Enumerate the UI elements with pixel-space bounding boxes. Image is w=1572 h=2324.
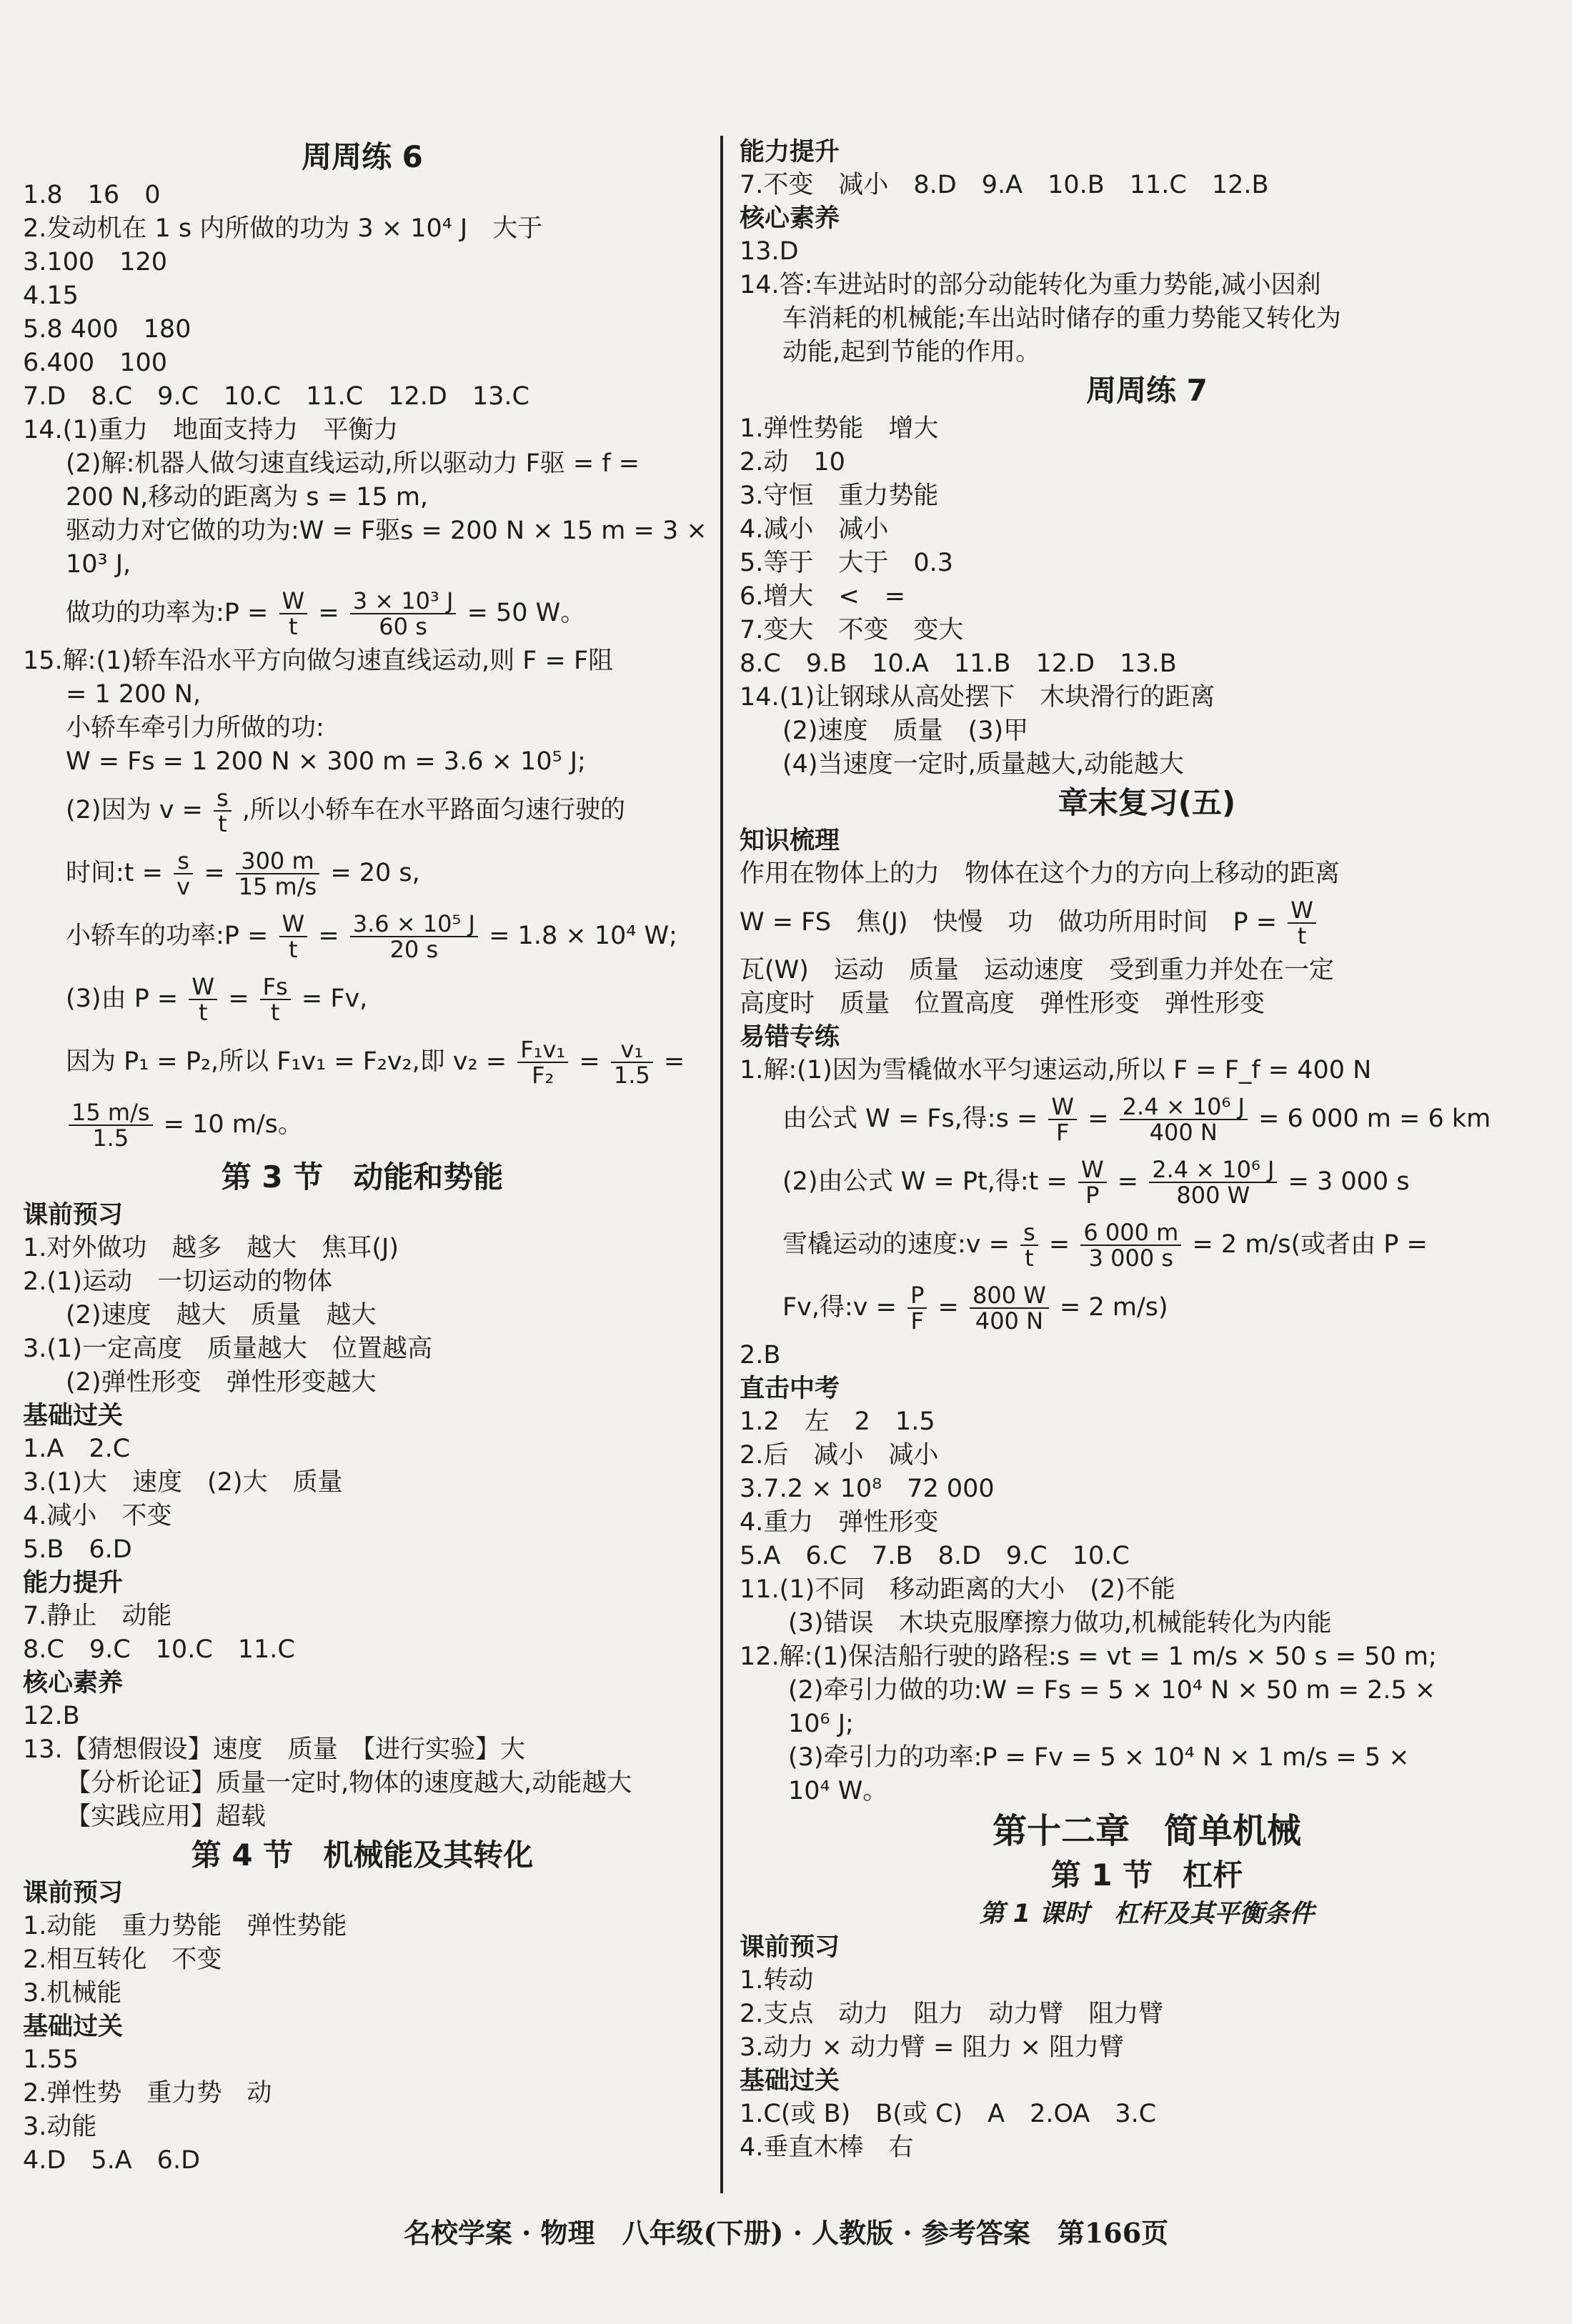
answer-line: 6.400 100 (23, 349, 168, 377)
column-divider (720, 136, 723, 2193)
denominator: 3 000 s (1088, 1245, 1174, 1272)
answer-line: 7.D 8.C 9.C 10.C 11.C 12.D 13.C (23, 382, 529, 411)
answer-line: 3.(1)一定高度 质量越大 位置越高 (23, 1335, 432, 1363)
answer-line: 14.(1)让钢球从高处摆下 木块滑行的距离 (740, 683, 1215, 712)
denominator: F₂ (532, 1062, 554, 1089)
formula-text: = (228, 984, 249, 1013)
answer-line: 3.守恒 重力势能 (740, 482, 939, 510)
subsection-heading: 直击中考 (740, 1375, 840, 1403)
chapter-title: 第十二章 简单机械 (992, 1811, 1301, 1851)
fraction (1020, 1220, 1038, 1270)
answer-line: 5.A 6.C 7.B 8.D 9.C 10.C (740, 1542, 1130, 1570)
answer-line: 13.D (740, 237, 799, 266)
fraction (1120, 1094, 1248, 1144)
section-title-week7: 周周练 7 (1086, 373, 1208, 408)
fraction (517, 1037, 568, 1087)
formula-text: = (1117, 1167, 1139, 1196)
answer-line: 2.B (740, 1341, 781, 1370)
fraction (1149, 1157, 1277, 1207)
formula-text: 小轿车的功率:P = (66, 922, 269, 950)
formula-text: = 20 s, (330, 859, 420, 887)
answer-line: = 1 200 N, (66, 680, 202, 709)
subsection-heading: 易错专练 (740, 1023, 840, 1052)
denominator: 60 s (379, 613, 427, 640)
section-title-lever: 第 1 节 杠杆 (1050, 1857, 1243, 1892)
formula-text: = 2 m/s) (1060, 1293, 1168, 1322)
subsection-heading: 能力提升 (740, 138, 840, 166)
formula-text: = 2 m/s(或者由 P = (1192, 1230, 1428, 1259)
numerator: W (279, 912, 308, 937)
numerator: 3 × 10³ J (350, 589, 457, 614)
formula-text: = 10 m/s。 (163, 1110, 303, 1139)
numerator: v₁ (611, 1037, 653, 1063)
answer-line: 5.等于 大于 0.3 (740, 549, 954, 577)
numerator: W (279, 589, 308, 614)
answers-week7 (740, 412, 1554, 782)
answer-line: 1.动能 重力势能 弹性势能 (23, 1912, 347, 1940)
formula-text: = 50 W。 (467, 599, 586, 627)
formula-line (23, 967, 702, 1030)
answer-line: 3.动力 × 动力臂 = 阻力 × 阻力臂 (740, 2033, 1125, 2062)
denominator: 20 s (389, 936, 439, 963)
subsection-heading: 知识梳理 (740, 827, 840, 855)
answer-line: 1.C(或 B) B(或 C) A 2.OA 3.C (740, 2100, 1157, 2128)
answer-line: 4.减小 减小 (740, 515, 889, 544)
answer-line: 14.(1)重力 地面支持力 平衡力 (23, 416, 399, 444)
answer-line: 2.相互转化 不变 (23, 1945, 222, 1974)
fraction (1048, 1094, 1077, 1144)
subsection-heading: 核心素养 (740, 204, 840, 233)
answer-line: (2)弹性形变 弹性形变越大 (66, 1368, 377, 1397)
answer-line: 1.55 (23, 2045, 79, 2074)
answers-lever (740, 1931, 1554, 2165)
denominator: t (289, 613, 298, 640)
formula-text: = Fv, (301, 984, 368, 1013)
formula-text: (3)由 P = (66, 984, 179, 1013)
answer-line: 200 N,移动的距离为 s = 15 m, (66, 483, 429, 512)
formula-text: ,所以小轿车在水平路面匀速行驶的 (242, 796, 625, 824)
answer-line: 8.C 9.B 10.A 11.B 12.D 13.B (740, 649, 1177, 678)
answers-exam (740, 1339, 1554, 1808)
answer-line: 13.【猜想假设】速度 质量 【进行实验】大 (23, 1735, 526, 1764)
formula-text: (2)因为 v = (66, 796, 203, 824)
numerator: s (1020, 1220, 1038, 1246)
fraction (69, 1100, 153, 1150)
answer-line: 2.(1)运动 一切运动的物体 (23, 1267, 332, 1296)
answer-line: 小轿车牵引力所做的功: (66, 714, 324, 742)
answer-line: (2)解:机器人做匀速直线运动,所以驱动力 F驱 = f = (66, 449, 640, 478)
answer-line: 3.动能 (23, 2113, 97, 2141)
numerator: Fs (260, 974, 291, 1000)
answer-line: 车消耗的机械能;车出站时储存的重力势能又转化为 (782, 304, 1341, 333)
numerator: 800 W (970, 1283, 1049, 1309)
fraction (970, 1283, 1049, 1333)
answer-line: 作用在物体上的力 物体在这个力的方向上移动的距离 (740, 859, 1340, 888)
answers-s3 (23, 1199, 702, 1834)
fraction (174, 849, 193, 899)
answer-line: 高度时 质量 位置高度 弹性形变 弹性形变 (740, 989, 1265, 1018)
fraction (279, 589, 308, 639)
answer-line: 5.B 6.D (23, 1535, 132, 1564)
answer-line: 12.解:(1)保洁船行驶的路程:s = vt = 1 m/s × 50 s = 50 m; (740, 1642, 1437, 1671)
answer-line: 1.A 2.C (23, 1435, 131, 1463)
formula-line (23, 779, 702, 842)
formula-text: = 1.8 × 10⁴ W; (489, 922, 677, 950)
formula-text: = (937, 1293, 959, 1322)
subsection-heading: 基础过关 (740, 2067, 840, 2095)
fraction (350, 589, 457, 639)
right-column (740, 136, 1554, 2165)
numerator: 3.6 × 10⁵ J (350, 912, 478, 937)
numerator: 15 m/s (69, 1100, 153, 1126)
answer-line: 2.支点 动力 阻力 动力臂 阻力臂 (740, 2000, 1164, 2028)
formula-text: W = FS 焦(J) 快慢 功 做功所用时间 P = (740, 908, 1278, 937)
left-column (23, 136, 707, 2178)
answer-line: (2)速度 质量 (3)甲 (782, 717, 1029, 745)
answer-line: 3.7.2 × 10⁸ 72 000 (740, 1475, 995, 1503)
answer-line: 【实践应用】超载 (66, 1802, 267, 1831)
answer-line: 2.弹性势 重力势 动 (23, 2079, 272, 2108)
answer-line: 【分析论证】质量一定时,物体的速度越大,动能越大 (66, 1769, 632, 1797)
fraction (260, 974, 291, 1024)
answer-line: 14.答:车进站时的部分动能转化为重力势能,减小因刹 (740, 271, 1321, 299)
answer-line: 2.动 10 (740, 448, 845, 477)
answer-line: 瓦(W) 运动 质量 运动速度 受到重力并处在一定 (740, 956, 1334, 984)
formula-text: = 3 000 s (1288, 1167, 1410, 1196)
answer-line: 1.弹性势能 增大 (740, 414, 939, 443)
formula-text: (2)由公式 W = Pt,得:t = (782, 1167, 1068, 1196)
answer-line: 10³ J, (66, 550, 131, 579)
answer-line: 4.减小 不变 (23, 1502, 172, 1530)
answer-line: 5.8 400 180 (23, 315, 191, 344)
answer-line: 3.100 120 (23, 248, 168, 276)
numerator: s (214, 786, 232, 812)
formula-line (740, 891, 1554, 954)
answer-line: (2)速度 越大 质量 越大 (66, 1301, 377, 1330)
page-footer: 名校学案 · 物理 八年级(下册) · 人教版 · 参考答案 第166页 (403, 2217, 1169, 2249)
answer-line: 3.机械能 (23, 1979, 122, 2008)
subsection-heading: 课前预习 (23, 1879, 124, 1907)
section-title-s4: 第 4 节 机械能及其转化 (191, 1837, 534, 1872)
denominator: t (198, 999, 208, 1026)
answer-line: 7.不变 减小 8.D 9.A 10.B 11.C 12.B (740, 171, 1269, 199)
numerator: W (1048, 1094, 1077, 1120)
denominator: 400 N (1149, 1119, 1218, 1146)
answer-line: 1.8 16 0 (23, 181, 161, 209)
answer-line: 2.发动机在 1 s 内所做的功为 3 × 10⁴ J 大于 (23, 214, 543, 243)
denominator: t (1025, 1245, 1034, 1272)
answer-line: (4)当速度一定时,质量越大,动能越大 (782, 750, 1184, 779)
answer-line: 1.转动 (740, 1966, 814, 1995)
section-title-s3: 第 3 节 动能和势能 (221, 1159, 504, 1195)
denominator: 15 m/s (238, 873, 317, 900)
numerator: P (907, 1283, 927, 1309)
answer-line: (3)错误 木块克服摩擦力做功,机械能转化为内能 (788, 1609, 1332, 1637)
formula-line (23, 582, 702, 644)
answer-line: 7.静止 动能 (23, 1602, 172, 1630)
fraction (236, 849, 320, 899)
answer-line: 1.2 左 2 1.5 (740, 1407, 935, 1436)
fraction (907, 1283, 927, 1333)
answer-line: 15.解:(1)轿车沿水平方向做匀速直线运动,则 F = F阻 (23, 647, 614, 675)
formula-text: = (663, 1047, 685, 1076)
answer-line: 驱动力对它做的功为:W = F驱s = 200 N × 15 m = 3 × (66, 517, 707, 545)
answer-line: 12.B (23, 1702, 80, 1730)
section-title-week6: 周周练 6 (302, 139, 423, 174)
denominator: F (910, 1307, 924, 1335)
denominator: t (1297, 922, 1307, 949)
numerator: 300 m (236, 849, 320, 874)
denominator: 800 W (1176, 1182, 1250, 1209)
formula-line (740, 1213, 1554, 1276)
formula-line (23, 842, 702, 904)
formula-line (740, 1276, 1554, 1339)
formula-line (23, 1030, 702, 1093)
fraction (350, 912, 478, 962)
answer-line: 1.解:(1)因为雪橇做水平匀速运动,所以 F = F_f = 400 N (740, 1056, 1372, 1084)
answer-line: 4.垂直木棒 右 (740, 2133, 914, 2162)
subsection-heading: 能力提升 (23, 1569, 124, 1597)
answer-line: 2.后 减小 减小 (740, 1441, 939, 1470)
subsection-heading: 基础过关 (23, 2013, 124, 2041)
numerator: W (189, 974, 217, 1000)
denominator: v (176, 873, 191, 900)
answer-line: 7.变大 不变 变大 (740, 616, 964, 644)
fraction (1288, 898, 1316, 948)
numerator: 2.4 × 10⁶ J (1149, 1157, 1277, 1183)
denominator: 400 N (975, 1307, 1044, 1335)
formula-line (740, 1087, 1554, 1150)
numerator: 2.4 × 10⁶ J (1120, 1094, 1248, 1120)
formula-text: 做功的功率为:P = (66, 599, 269, 627)
formula-text: = (318, 599, 339, 627)
denominator: 1.5 (613, 1062, 650, 1089)
answer-line: 1.对外做功 越多 越大 焦耳(J) (23, 1234, 399, 1262)
answer-line: W = Fs = 1 200 N × 300 m = 3.6 × 10⁵ J; (66, 747, 586, 776)
fraction (1080, 1220, 1181, 1270)
formula-text: 因为 P₁ = P₂,所以 F₁v₁ = F₂v₂,即 v₂ = (66, 1047, 507, 1076)
numerator: W (1078, 1157, 1107, 1183)
answer-line: 4.D 5.A 6.D (23, 2146, 201, 2175)
answers-s4 (23, 1877, 702, 2178)
answer-line: 8.C 9.C 10.C 11.C (23, 1635, 295, 1664)
formula-line (740, 1150, 1554, 1213)
answer-line: 动能,起到节能的作用。 (782, 338, 1041, 366)
fraction (1078, 1157, 1107, 1207)
denominator: 1.5 (92, 1124, 129, 1152)
formula-text: 由公式 W = Fs,得:s = (782, 1104, 1038, 1133)
fraction (214, 786, 232, 836)
answers-week6 (23, 179, 707, 1156)
numerator: 6 000 m (1080, 1220, 1181, 1246)
formula-text: 雪橇运动的速度:v = (782, 1230, 1010, 1259)
answer-line: 3.(1)大 速度 (2)大 质量 (23, 1468, 343, 1497)
denominator: P (1085, 1182, 1100, 1209)
denominator: t (289, 936, 298, 963)
numerator: W (1288, 898, 1316, 924)
formula-text: 时间:t = (66, 859, 163, 887)
lesson-title: 第 1 课时 杠杆及其平衡条件 (979, 1900, 1315, 1928)
formula-text: = (204, 859, 225, 887)
formula-text: = (1048, 1230, 1070, 1259)
answer-line: 10⁴ W。 (788, 1777, 888, 1805)
denominator: t (270, 999, 280, 1026)
answer-line: 6.增大 < = (740, 582, 906, 611)
section-title-review: 章末复习(五) (1058, 785, 1236, 820)
answer-line: 10⁶ J; (788, 1710, 854, 1738)
numerator: F₁v₁ (517, 1037, 568, 1063)
numerator: s (174, 849, 193, 874)
formula-line (23, 904, 702, 967)
subsection-heading: 基础过关 (23, 1402, 124, 1430)
subsection-heading: 课前预习 (740, 1933, 840, 1962)
subsection-heading: 课前预习 (23, 1201, 124, 1230)
fraction (189, 974, 217, 1024)
formula-text: Fv,得:v = (782, 1293, 897, 1322)
answer-line: 11.(1)不同 移动距离的大小 (2)不能 (740, 1575, 1175, 1604)
fraction (279, 912, 308, 962)
formula-text: = (1088, 1104, 1109, 1133)
formula-line (23, 1093, 702, 1156)
formula-text: = (579, 1047, 600, 1076)
answer-line: (3)牵引力的功率:P = Fv = 5 × 10⁴ N × 1 m/s = 5 × (788, 1743, 1410, 1772)
answer-line: 4.15 (23, 281, 79, 310)
formula-text: = 6 000 m = 6 km (1258, 1104, 1491, 1133)
denominator: F (1056, 1119, 1070, 1146)
answers-ability (740, 136, 1554, 369)
formula-text: = (318, 922, 339, 950)
denominator: t (218, 810, 227, 837)
answer-line: 4.重力 弹性形变 (740, 1508, 939, 1537)
subsection-heading: 核心素养 (23, 1669, 124, 1697)
fraction (611, 1037, 653, 1087)
answer-line: (2)牵引力做的功:W = Fs = 5 × 10⁴ N × 50 m = 2.5 × (788, 1676, 1436, 1705)
